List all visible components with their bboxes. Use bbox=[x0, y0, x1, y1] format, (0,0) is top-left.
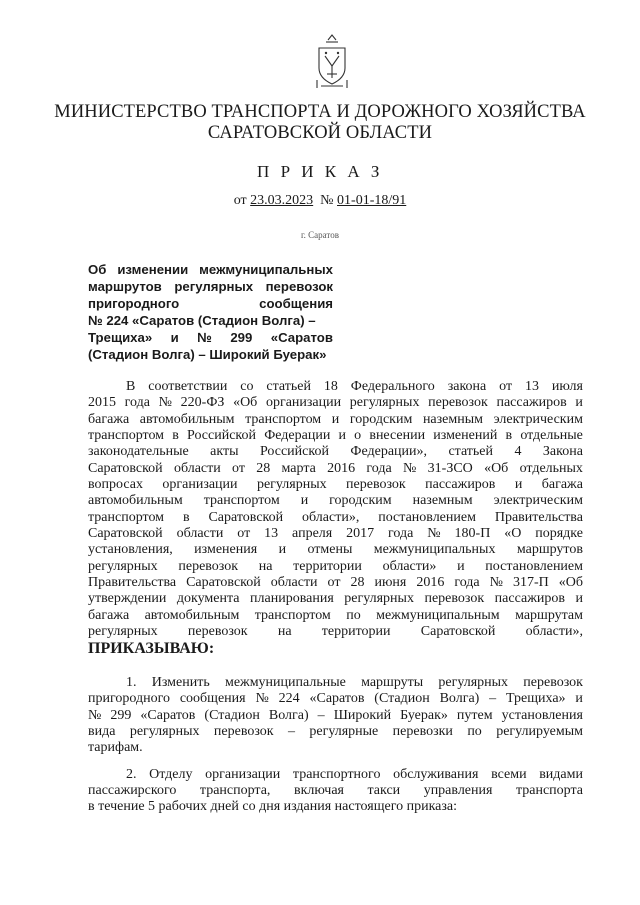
word: статьей bbox=[448, 444, 494, 460]
word: электрическим bbox=[493, 493, 583, 509]
word: от bbox=[232, 460, 245, 476]
word: Трещиха» bbox=[506, 691, 566, 707]
text-line bbox=[88, 591, 583, 607]
word: документа bbox=[176, 591, 240, 607]
word: и bbox=[514, 477, 523, 493]
word: маршрутов bbox=[88, 279, 162, 294]
document-title: П Р И К А З bbox=[257, 162, 383, 181]
word: июня bbox=[374, 575, 407, 591]
word: городским bbox=[349, 411, 413, 427]
word: межмуниципальным bbox=[376, 607, 500, 623]
text-line bbox=[88, 542, 583, 558]
word: Отделу bbox=[149, 766, 193, 782]
word: № bbox=[427, 526, 441, 542]
word: 31-ЗСО bbox=[427, 460, 473, 476]
word: пассажиров bbox=[494, 591, 565, 607]
word: и bbox=[338, 428, 346, 444]
word: регулярных bbox=[88, 624, 158, 640]
word: и bbox=[300, 493, 309, 509]
word: регулярных bbox=[256, 477, 327, 493]
word: по bbox=[467, 723, 482, 739]
word: (Стадион bbox=[374, 691, 430, 707]
word: вида bbox=[88, 723, 116, 739]
item-2-paragraph bbox=[88, 767, 583, 816]
word: В bbox=[126, 379, 136, 394]
word: «Саратов bbox=[140, 707, 196, 723]
word: транспортом bbox=[254, 607, 331, 623]
word: 2016 bbox=[416, 575, 445, 591]
subject-line bbox=[88, 295, 333, 312]
word: 2017 bbox=[346, 526, 375, 542]
order-body bbox=[88, 379, 583, 816]
word: «Об bbox=[233, 395, 258, 411]
word: области», bbox=[302, 509, 360, 525]
word: установления, bbox=[88, 542, 173, 558]
word: перевозок bbox=[265, 279, 333, 294]
order-number: 01-01-18/91 bbox=[337, 193, 407, 208]
word: видами bbox=[539, 766, 583, 782]
word: «Об bbox=[484, 460, 509, 476]
word: Широкий bbox=[333, 707, 392, 723]
word: наземным bbox=[422, 411, 484, 427]
word: Волга) bbox=[439, 691, 480, 707]
word: соответствии bbox=[148, 379, 228, 394]
word: и bbox=[457, 558, 465, 574]
word: транспортом bbox=[245, 411, 322, 427]
word: Российской bbox=[259, 444, 329, 460]
word: перевозок bbox=[213, 723, 274, 739]
word: перевозок bbox=[187, 624, 248, 640]
word: Правительства bbox=[88, 575, 177, 591]
paragraph-gap bbox=[88, 657, 583, 675]
word: и bbox=[575, 591, 583, 607]
word: автомобильным bbox=[88, 493, 183, 509]
word: перевозок bbox=[523, 674, 583, 690]
word: марта bbox=[281, 460, 316, 476]
word: по bbox=[346, 607, 361, 623]
text-line bbox=[88, 708, 583, 724]
order-date: 23.03.2023 bbox=[250, 193, 314, 208]
word: управления bbox=[423, 782, 493, 798]
word: № bbox=[158, 395, 172, 411]
word: и bbox=[170, 330, 179, 345]
word: транспорта bbox=[515, 782, 583, 798]
word: сообщения bbox=[259, 296, 333, 311]
word: в bbox=[182, 509, 190, 525]
word: в bbox=[172, 428, 179, 444]
word: пассажирского bbox=[88, 782, 177, 798]
word: регулярных bbox=[344, 591, 414, 607]
text-line bbox=[88, 395, 583, 411]
word: со bbox=[240, 379, 254, 394]
order-subject bbox=[88, 261, 333, 363]
word: – bbox=[287, 723, 295, 739]
word: года bbox=[454, 575, 480, 591]
text-line bbox=[88, 461, 583, 477]
word: городским bbox=[329, 493, 392, 509]
word: регулярных bbox=[129, 723, 200, 739]
city-label: г. Саратов bbox=[301, 230, 339, 240]
word: утверждении bbox=[88, 591, 167, 607]
word: № bbox=[197, 330, 212, 345]
word: № bbox=[403, 460, 417, 476]
word: 2016 bbox=[327, 460, 356, 476]
word: от bbox=[327, 575, 341, 591]
text-line bbox=[88, 767, 583, 783]
word: багажа bbox=[541, 477, 583, 493]
word: сообщения bbox=[179, 691, 246, 707]
word: включая bbox=[293, 782, 344, 798]
word: перевозок bbox=[346, 477, 406, 493]
word: регулярных bbox=[438, 674, 509, 690]
word: Буерак» bbox=[400, 707, 448, 723]
word: Правительства bbox=[494, 509, 583, 525]
word: 13 bbox=[264, 526, 279, 542]
word: закона bbox=[447, 379, 487, 394]
word: пассажиров bbox=[496, 395, 567, 411]
text-line bbox=[88, 510, 583, 526]
word: транспортом bbox=[88, 428, 165, 444]
word: постановлением bbox=[485, 558, 583, 574]
word: наземным bbox=[412, 493, 473, 509]
subject-line: № 224 «Саратов (Стадион Волга) – bbox=[88, 313, 316, 328]
subject-line bbox=[88, 261, 333, 278]
preamble-paragraph bbox=[88, 379, 583, 657]
word: изменения bbox=[194, 542, 258, 558]
word: от bbox=[499, 379, 513, 394]
word: регулярные bbox=[309, 723, 379, 739]
word: 18 bbox=[323, 379, 338, 394]
word: 13 bbox=[525, 379, 540, 394]
word: внесении bbox=[369, 428, 426, 444]
text-line bbox=[88, 575, 583, 591]
word: организации bbox=[162, 477, 238, 493]
word: автомобильным bbox=[139, 411, 235, 427]
paragraph-gap bbox=[88, 757, 583, 767]
text-line bbox=[88, 428, 583, 444]
word: организации bbox=[265, 395, 342, 411]
text-line bbox=[88, 493, 583, 509]
text-line bbox=[88, 691, 583, 707]
word: организации bbox=[205, 766, 281, 782]
text-line bbox=[88, 477, 583, 493]
word: № bbox=[88, 707, 102, 723]
word: такси bbox=[367, 782, 401, 798]
word: на bbox=[258, 558, 273, 574]
word: Федерального bbox=[350, 379, 435, 394]
text-line bbox=[88, 783, 583, 799]
ministry-line-2: САРАТОВСКОЙ ОБЛАСТИ bbox=[207, 123, 433, 143]
word: области bbox=[270, 575, 318, 591]
word: – bbox=[489, 691, 497, 707]
word: отмены bbox=[307, 542, 353, 558]
order-prefix: от bbox=[233, 193, 247, 208]
word: Саратовской bbox=[88, 460, 163, 476]
word: обслуживания bbox=[393, 766, 479, 782]
word: (Стадион bbox=[204, 707, 260, 723]
word: и bbox=[575, 691, 583, 707]
text-line bbox=[88, 412, 583, 428]
word: вопросах bbox=[88, 477, 143, 493]
word: планирования bbox=[250, 591, 334, 607]
word: Саратовской bbox=[420, 624, 496, 640]
word: 220-ФЗ bbox=[180, 395, 225, 411]
ministry-line-1: МИНИСТЕРСТВО ТРАНСПОРТА И ДОРОЖНОГО ХОЗЯЙСТВА bbox=[54, 102, 586, 122]
word: акты bbox=[210, 444, 239, 460]
word: от bbox=[237, 526, 251, 542]
word: 2. bbox=[126, 766, 137, 782]
word: пригородного bbox=[88, 691, 170, 707]
order-date-number bbox=[0, 193, 640, 209]
word: транспортного bbox=[292, 766, 381, 782]
word: года bbox=[366, 460, 392, 476]
word: транспорта, bbox=[199, 782, 271, 798]
word: постановлением bbox=[378, 509, 476, 525]
word: в bbox=[505, 428, 513, 444]
word: «Саратов bbox=[270, 330, 333, 345]
word: июля bbox=[551, 379, 583, 394]
word: всеми bbox=[491, 766, 527, 782]
word: области» bbox=[382, 558, 437, 574]
word: 180-П bbox=[454, 526, 491, 542]
word: 317-П bbox=[512, 575, 549, 591]
word: Изменить bbox=[151, 674, 210, 690]
word: межмуниципальные bbox=[224, 674, 346, 690]
word: маршрутов bbox=[516, 542, 583, 558]
word: электрическим bbox=[493, 411, 583, 427]
word: 1. bbox=[126, 674, 137, 690]
word: территории bbox=[321, 624, 391, 640]
word: багажа bbox=[88, 607, 130, 623]
order-word: ПРИКАЗЫВАЮ: bbox=[88, 639, 215, 657]
word: 28 bbox=[350, 575, 365, 591]
word: маршруты bbox=[361, 674, 424, 690]
word: пригородного bbox=[88, 296, 180, 311]
word: Закона bbox=[542, 444, 583, 460]
word: области bbox=[173, 460, 221, 476]
word: маршрутам bbox=[515, 607, 583, 623]
word: и bbox=[278, 542, 287, 558]
word: 28 bbox=[256, 460, 271, 476]
order-number-sign: № bbox=[320, 193, 334, 208]
word: межмуниципальных bbox=[373, 542, 496, 558]
word: области bbox=[176, 526, 224, 542]
word: перевозок bbox=[424, 591, 485, 607]
word: изменений bbox=[433, 428, 498, 444]
word: транспортом bbox=[203, 493, 280, 509]
text-line bbox=[88, 724, 583, 740]
word: апреля bbox=[292, 526, 333, 542]
text-line bbox=[88, 559, 583, 575]
text-line bbox=[88, 379, 583, 395]
text-line: в течение 5 рабочих дней со дня издания настоящего приказа: bbox=[88, 799, 458, 815]
word: регулярных bbox=[88, 558, 158, 574]
text-line: тарифам. bbox=[88, 740, 143, 756]
word: Об bbox=[88, 262, 107, 277]
text-line bbox=[88, 675, 583, 691]
word: «Саратов bbox=[309, 691, 365, 707]
subject-line: (Стадион Волга) – Широкий Буерак» bbox=[88, 347, 327, 362]
word: о bbox=[354, 428, 362, 444]
word: отдельных bbox=[519, 460, 583, 476]
word: и bbox=[575, 395, 583, 411]
word: Волга) bbox=[268, 707, 309, 723]
word: Федерации bbox=[264, 428, 331, 444]
word: Саратовской bbox=[88, 526, 163, 542]
word: порядке bbox=[535, 526, 583, 542]
word: «Об bbox=[558, 575, 583, 591]
word: – bbox=[317, 707, 325, 723]
word: установления bbox=[501, 707, 583, 723]
word: Трещиха» bbox=[88, 330, 153, 345]
word: Саратовской bbox=[208, 509, 284, 525]
word: 224 bbox=[278, 691, 300, 707]
text-line bbox=[88, 624, 583, 640]
word: автомобильным bbox=[144, 607, 240, 623]
word: перевозок bbox=[428, 395, 488, 411]
word: изменении bbox=[117, 262, 189, 277]
text-line bbox=[88, 444, 583, 460]
word: транспортом bbox=[88, 509, 165, 525]
word: года bbox=[124, 395, 150, 411]
word: и bbox=[331, 411, 340, 427]
text-line bbox=[88, 526, 583, 542]
word: территории bbox=[293, 558, 362, 574]
word: Российской bbox=[187, 428, 257, 444]
word: № bbox=[489, 575, 503, 591]
word: № bbox=[255, 691, 269, 707]
word: года bbox=[388, 526, 414, 542]
word: «О bbox=[504, 526, 522, 542]
item-1-paragraph bbox=[88, 675, 583, 757]
word: статьей bbox=[266, 379, 311, 394]
word: межмуниципальных bbox=[199, 262, 333, 277]
word: пассажиров bbox=[425, 477, 496, 493]
word: 2015 bbox=[88, 395, 116, 411]
word: 299 bbox=[230, 330, 253, 345]
word: регулируемым bbox=[496, 723, 583, 739]
text-line bbox=[88, 608, 583, 624]
word: перевозок bbox=[178, 558, 239, 574]
subject-line bbox=[88, 278, 333, 295]
word: отдельные bbox=[520, 428, 583, 444]
word: Саратовской bbox=[186, 575, 261, 591]
word: 4 bbox=[514, 444, 522, 460]
word: путем bbox=[456, 707, 493, 723]
subject-line bbox=[88, 329, 333, 346]
word: багажа bbox=[88, 411, 130, 427]
ministry-name bbox=[0, 102, 640, 144]
saratov-coat-of-arms-icon bbox=[311, 34, 353, 90]
word: Федерации», bbox=[350, 444, 428, 460]
word: перевозки bbox=[392, 723, 453, 739]
word: законодательные bbox=[88, 444, 189, 460]
word: регулярных bbox=[349, 395, 420, 411]
word: области», bbox=[525, 624, 583, 640]
word: регулярных bbox=[174, 279, 254, 294]
word: 299 bbox=[110, 707, 132, 723]
word: на bbox=[277, 624, 292, 640]
